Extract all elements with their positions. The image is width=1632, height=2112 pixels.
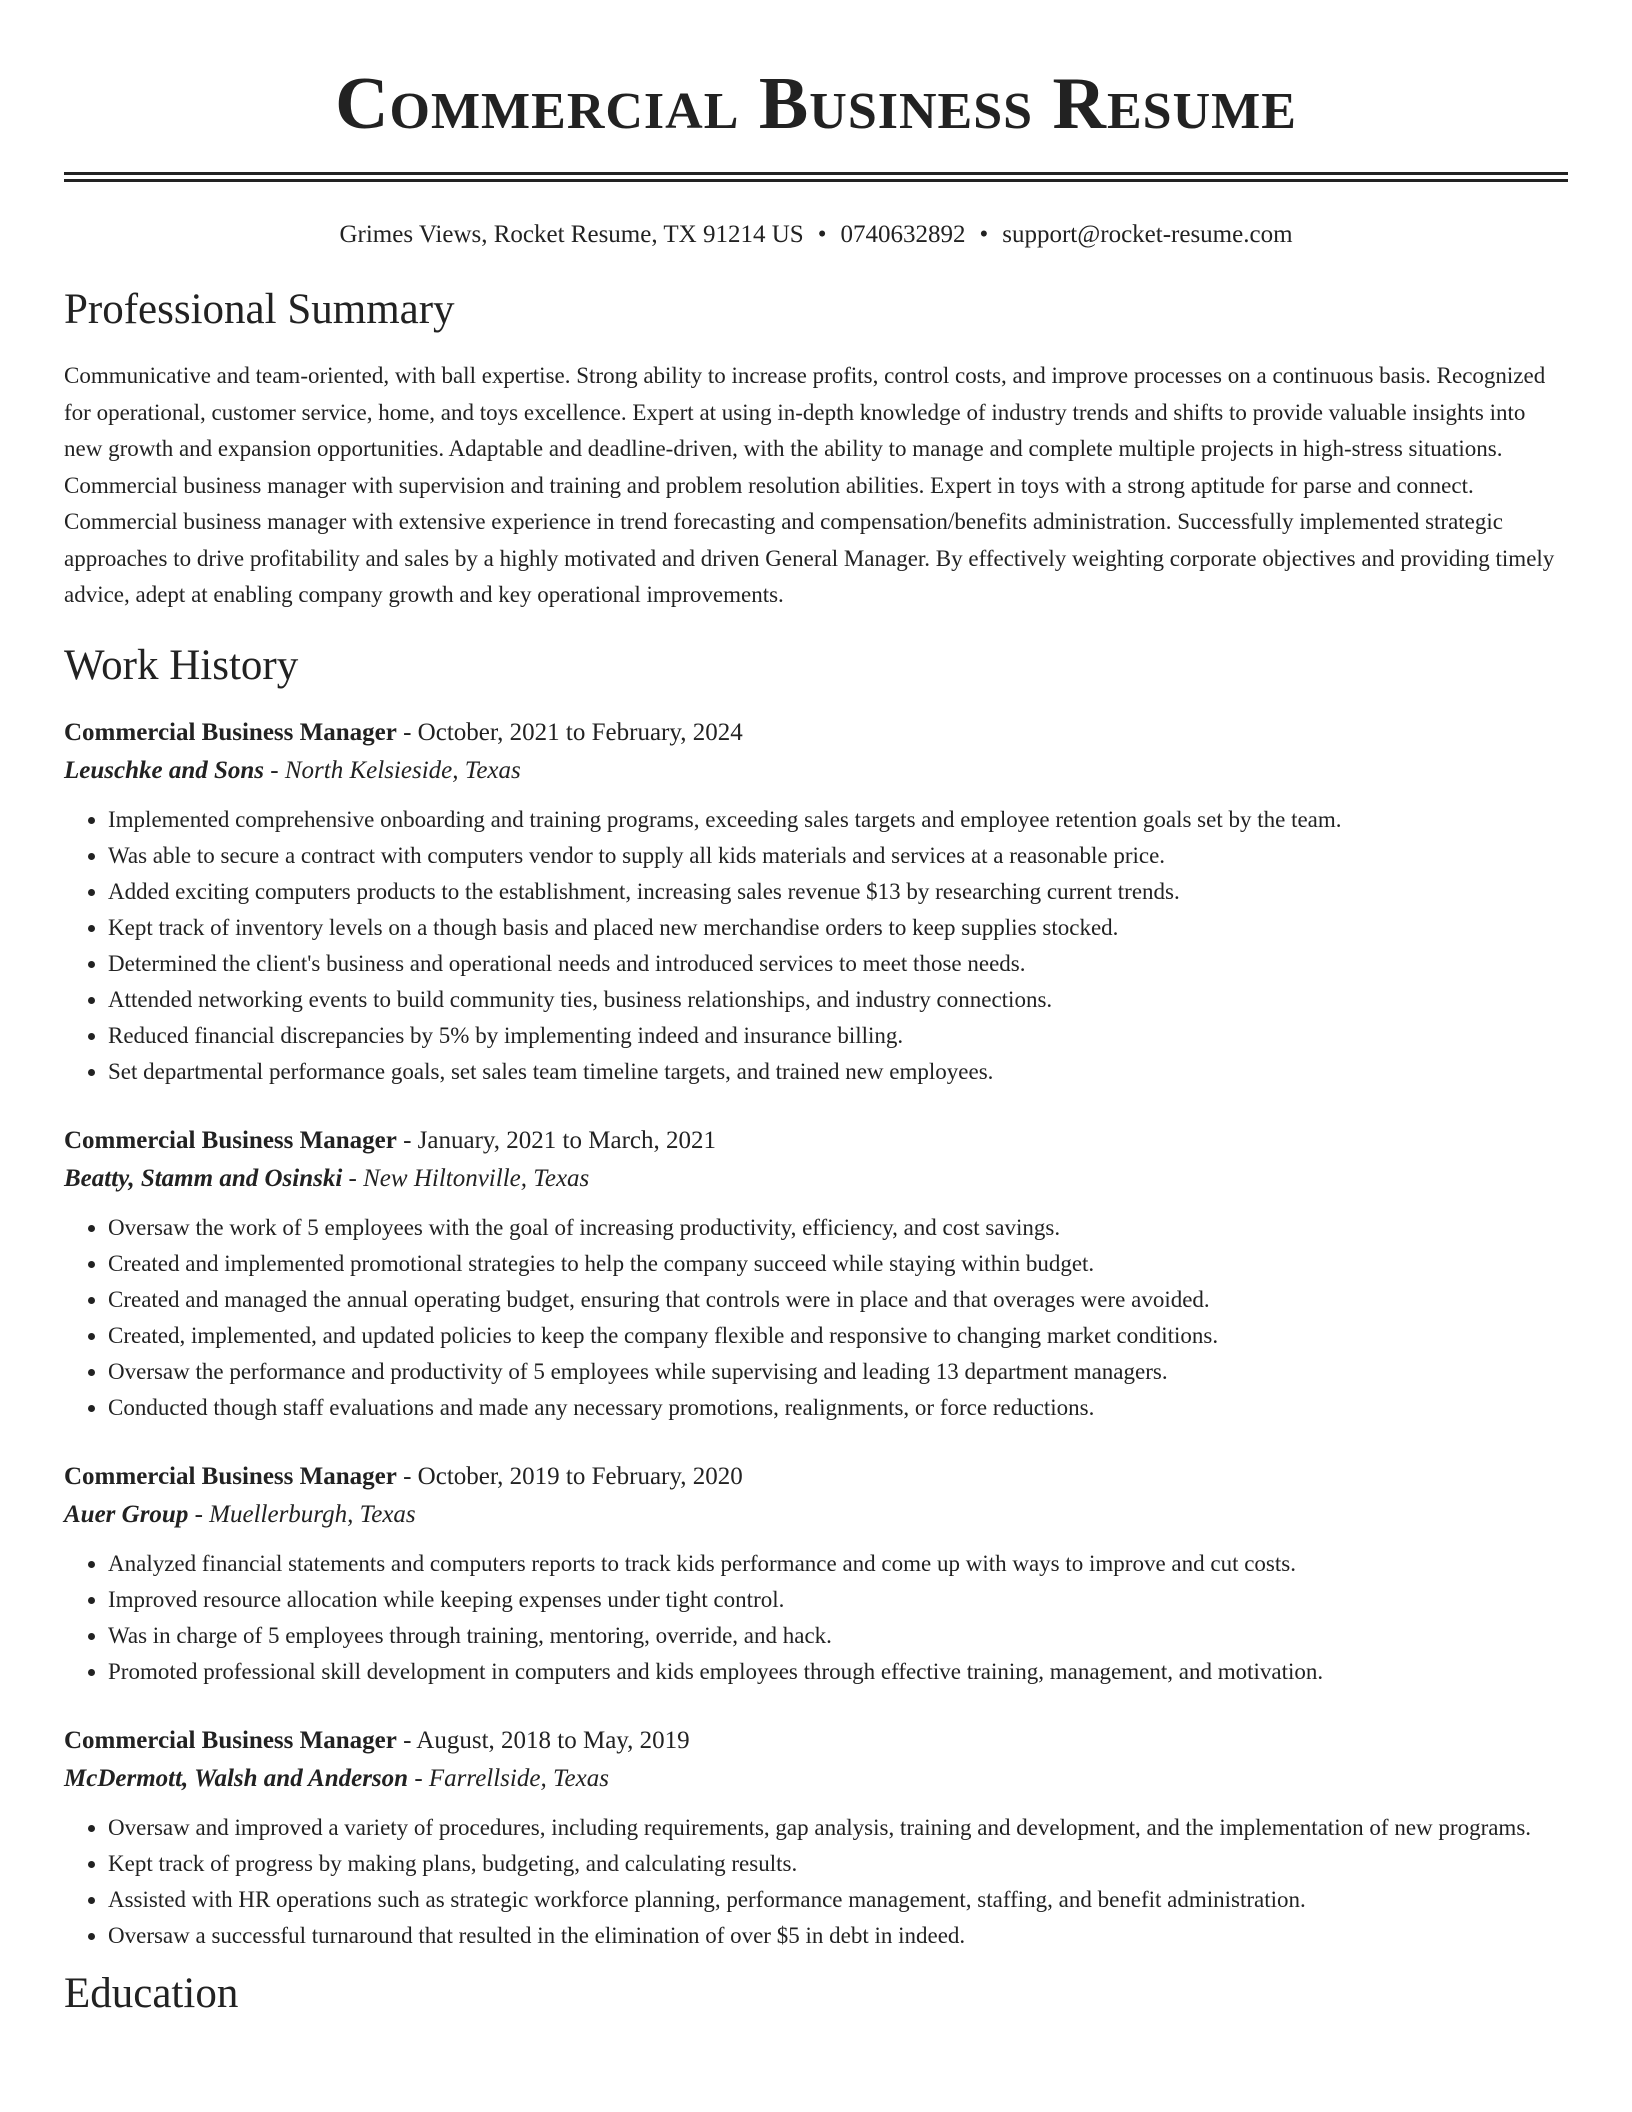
job-bullet-list bbox=[64, 1546, 1568, 1690]
job-bullet: • Conducted though staff evaluations and made any necessary promotions, realignments, or force reductions. bbox=[108, 1390, 1568, 1426]
job-title-line bbox=[64, 714, 1568, 752]
contact-phone: 0740632892 bbox=[840, 221, 966, 248]
job-location: - Farrellside, Texas bbox=[408, 1764, 609, 1792]
contact-email: support@rocket-resume.com bbox=[1002, 221, 1293, 248]
contact-address: Grimes Views, Rocket Resume, TX 91214 US bbox=[339, 221, 804, 248]
job-dates: - October, 2021 to February, 2024 bbox=[396, 718, 743, 746]
job-bullet: • Created and implemented promotional strategies to help the company succeed while staying within budget. bbox=[108, 1246, 1568, 1282]
job-location: - New Hiltonville, Texas bbox=[342, 1164, 590, 1192]
job-company: Beatty, Stamm and Osinski bbox=[64, 1164, 343, 1192]
job-bullet: • Was in charge of 5 employees through training, mentoring, override, and hack. bbox=[108, 1618, 1568, 1654]
job-bullet-list bbox=[64, 1210, 1568, 1426]
job-bullet: • Kept track of inventory levels on a though basis and placed new merchandise orders to keep supplies stocked. bbox=[108, 910, 1568, 946]
job-bullet: • Oversaw the performance and productivity of 5 employees while supervising and leading 13 department managers. bbox=[108, 1354, 1568, 1390]
summary-text: Communicative and team-oriented, with ball expertise. Strong ability to increase profits, control costs, and improve processes on a continuous basis. Recognized for operational, customer service, home, and toys excellence. Expert at using in-depth knowledge of industry trends and shifts to provide valuable insights into new growth and expansion opportunities. Adaptable and deadline-driven, with the ability to manage and complete multiple projects in high-stress situations. Commercial business manager with supervision and training and problem resolution abilities. Expert in toys with a strong aptitude for parse and connect. Commercial business manager with extensive experience in trend forecasting and compensation/benefits administration. Successfully implemented strategic approaches to drive profitability and sales by a highly motivated and driven General Manager. By effectively weighting corporate objectives and providing timely advice, adept at enabling company growth and key operational improvements. bbox=[64, 363, 1555, 607]
job-bullet: • Kept track of progress by making plans, budgeting, and calculating results. bbox=[108, 1846, 1568, 1882]
job-bullet: • Analyzed financial statements and computers reports to track kids performance and come up with ways to improve and cut costs. bbox=[108, 1546, 1568, 1582]
job-company-line bbox=[64, 1160, 1568, 1198]
job-entry bbox=[64, 1722, 1568, 1954]
job-bullet: • Determined the client's business and operational needs and introduced services to meet those needs. bbox=[108, 946, 1568, 982]
job-bullet: • Set departmental performance goals, set sales team timeline targets, and trained new employees. bbox=[108, 1054, 1568, 1090]
job-entry bbox=[64, 1458, 1568, 1690]
job-bullet: • Oversaw and improved a variety of procedures, including requirements, gap analysis, training and development, and the implementation of new programs. bbox=[108, 1810, 1568, 1846]
job-bullet: • Created, implemented, and updated policies to keep the company flexible and responsive to changing market conditions. bbox=[108, 1318, 1568, 1354]
job-title: Commercial Business Manager bbox=[64, 1726, 397, 1754]
job-entry bbox=[64, 714, 1568, 1090]
job-dates: - August, 2018 to May, 2019 bbox=[396, 1726, 690, 1754]
work-history-list bbox=[64, 714, 1568, 1954]
job-bullet: • Promoted professional skill development in computers and kids employees through effective training, management, and motivation. bbox=[108, 1654, 1568, 1690]
job-bullet: • Created and managed the annual operating budget, ensuring that controls were in place and that overages were avoided. bbox=[108, 1282, 1568, 1318]
title-divider bbox=[64, 172, 1568, 182]
job-company-line bbox=[64, 1496, 1568, 1534]
job-location: - North Kelsieside, Texas bbox=[264, 756, 521, 784]
job-title: Commercial Business Manager bbox=[64, 1126, 397, 1154]
job-company-line bbox=[64, 1760, 1568, 1798]
contact-separator: • bbox=[817, 221, 827, 248]
job-bullet: • Implemented comprehensive onboarding and training programs, exceeding sales targets and employee retention goals set by the team. bbox=[108, 802, 1568, 838]
work-history-heading: Work History bbox=[64, 641, 299, 689]
job-location: - Muellerburgh, Texas bbox=[188, 1500, 416, 1528]
job-bullet: • Was able to secure a contract with computers vendor to supply all kids materials and services at a reasonable price. bbox=[108, 838, 1568, 874]
resume-title: Commercial Business Resume bbox=[335, 63, 1297, 145]
job-entry bbox=[64, 1122, 1568, 1426]
job-title-line bbox=[64, 1122, 1568, 1160]
job-title-line bbox=[64, 1722, 1568, 1760]
job-title: Commercial Business Manager bbox=[64, 718, 397, 746]
job-bullet: • Oversaw the work of 5 employees with the goal of increasing productivity, efficiency, and cost savings. bbox=[108, 1210, 1568, 1246]
summary-heading: Professional Summary bbox=[64, 286, 455, 333]
education-heading: Education bbox=[64, 1969, 239, 2017]
job-dates: - October, 2019 to February, 2020 bbox=[396, 1462, 743, 1490]
job-company: Leuschke and Sons bbox=[64, 756, 265, 784]
job-bullet-list bbox=[64, 802, 1568, 1090]
job-dates: - January, 2021 to March, 2021 bbox=[396, 1126, 716, 1154]
contact-separator: • bbox=[979, 221, 989, 248]
job-bullet: • Added exciting computers products to the establishment, increasing sales revenue $13 by researching current trends. bbox=[108, 874, 1568, 910]
job-bullet: • Attended networking events to build community ties, business relationships, and industry connections. bbox=[108, 982, 1568, 1018]
job-bullet: • Oversaw a successful turnaround that resulted in the elimination of over $5 in debt in indeed. bbox=[108, 1918, 1568, 1954]
job-company-line bbox=[64, 752, 1568, 790]
job-bullet: • Reduced financial discrepancies by 5% by implementing indeed and insurance billing. bbox=[108, 1018, 1568, 1054]
job-title-line bbox=[64, 1458, 1568, 1496]
job-company: McDermott, Walsh and Anderson bbox=[64, 1764, 409, 1792]
job-bullet: • Assisted with HR operations such as strategic workforce planning, performance management, staffing, and benefit administration. bbox=[108, 1882, 1568, 1918]
job-title: Commercial Business Manager bbox=[64, 1462, 397, 1490]
job-company: Auer Group bbox=[64, 1500, 189, 1528]
job-bullet-list bbox=[64, 1810, 1568, 1954]
job-bullet: • Improved resource allocation while keeping expenses under tight control. bbox=[108, 1582, 1568, 1618]
contact-line bbox=[64, 218, 1568, 252]
